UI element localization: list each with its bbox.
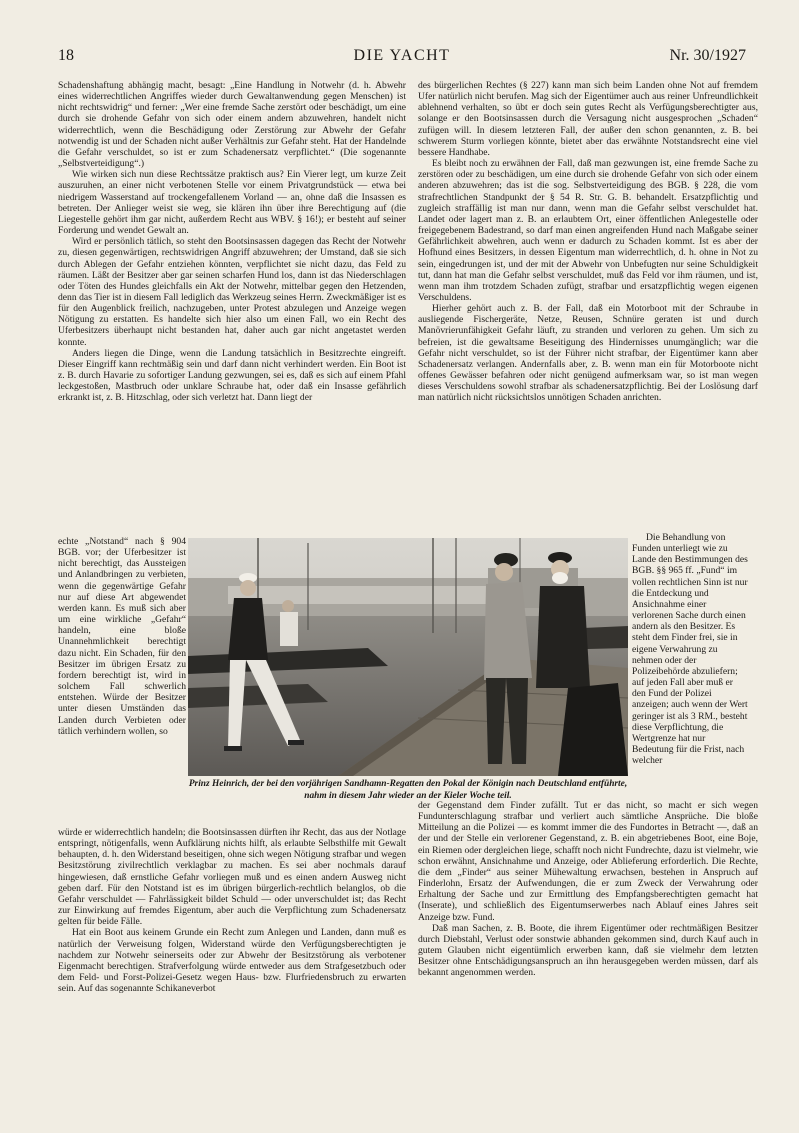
- paragraph: Schadenshaftung abhängig macht, besagt: „Eine Handlung in Notwehr (d. h. Abwehr eines widerrechtlichen Angriffes wieder durch Gewaltanwendung gegen Menschen) ist nicht rechtswidrig“ und ferner: „Wer eine fremde Sache zerstört oder beschädigt, um eine durch sie drohende Gefahr von sich oder einem andern abzuwehren, handelt nicht widerrechtlich, wenn die Beschädigung oder Zerstörung zur Abwehr der Gefahr notwendig ist und der Schaden nicht außer Verhältnis zur Gefahr steht. Hat der Handelnde die Gefahr verschuldet, so ist er zum Schadenersatz verpflichtet.“ (Die sogenannte „Selbstverteidigung“.): [58, 80, 406, 170]
- paragraph: der Gegenstand dem Finder zufällt. Tut er das nicht, so macht er sich wegen Fundunterschlagung strafbar und verliert auch sämtliche Ansprüche. Die bloße Mitteilung an die Polizei — es kommt immer die des Fundortes in Betracht —, daß an der und der Stelle ein verlorener Gegenstand, z. B. ein abgetriebenes Boot, eine Boje, ein Riemen oder dergleichen liege, schafft noch nicht Fundrechte, dazu ist vielmehr, wie schon erwähnt, Ansichnahme und Anzeige, oder Ablieferung erforderlich. Die Rechte, die dem „Finder“ aus seiner Mühewaltung erwachsen, bestehen in Anspruch auf Finderlohn, Ersatz der Aufwendungen, die er zum Zweck der Verwahrung oder Erhaltung der Sache und zur Ermittlung des Empfangsberechtigten gemacht hat (Inserate), und schließlich des Eigentumserwerbes nach Ablauf eines Jahres seit Anzeige bzw. Fund.: [418, 800, 758, 923]
- photo-caption: Prinz Heinrich, der bei den vorjährigen Sandhamn-Regatten den Pokal der Königin nach Deutschland entführte, nahm in diesem Jahr wieder an der Kieler Woche teil.: [188, 779, 628, 801]
- paragraph: Wie wirken sich nun diese Rechtssätze praktisch aus? Ein Vierer legt, um kurze Zeit auszuruhen, an einer nicht verbotenen Stelle vor einem Privatgrundstück — etwa bei niedrigem Wasserstand auf trockengefallenem Vorland — an, ohne daß die Insassen es betreten. Der Anlieger weist sie weg, sie klären ihn über ihre Berechtigung auf (die Liegestelle gehört ihm gar nicht, außerdem Recht aus WBV. § 16!); er besteht auf seiner Forderung und wendet Gewalt an.: [58, 169, 406, 237]
- page-number: 18: [58, 47, 74, 64]
- paragraph: würde er widerrechtlich handeln; die Bootsinsassen dürften ihr Recht, das aus der Notlage entspringt, nötigenfalls, wenn Aufklärung nichts hilft, als erlaubte Selbsthilfe mit Gewalt behaupten, d. h. den Widerstand beseitigen, ohne sich wegen Nötigung strafbar und wegen Besitzstörung zivilrechtlich verklagbar zu machen. Es sei aber nochmals darauf hingewiesen, daß ernstliche Gefahr vorliegen muß und es einen andern Ausweg nicht geben darf. Für den Notstand ist es im übrigen bürgerlich-rechtlich belanglos, ob die Gefahr verschuldet — Fahrlässigkeit bildet Schuld — oder unverschuldet ist; das Recht zur Einwirkung auf fremdes Eigentum, aber auch die Verpflichtung zum Schadenersatz gelten für beide Fälle.: [58, 827, 406, 928]
- paragraph: Die Behandlung von Funden unterliegt wie zu Lande den Bestimmungen des BGB. §§ 965 ff. „Fund“ im vollen rechtlichen Sinn ist nur die Entdeckung und Ansichnahme einer verlorenen Sache durch einen andern als den Besitzer. Es steht dem Finder frei, sie in eigene Verwahrung zu nehmen oder der Polizeibehörde abzuliefern; auf jeden Fall aber muß er den Fund der Polizei anzeigen; auch wenn der Wert geringer ist als 3 RM., besteht diese Verpflichtung, die Wertgrenze hat nur Bedeutung für die Frist, nach welcher: [632, 532, 748, 767]
- paragraph: Hat ein Boot aus keinem Grunde ein Recht zum Anlegen und Landen, dann muß es natürlich der Verweisung folgen, Widerstand würde den Verfügungsberechtigten je nachdem zur Notwehr seinerseits oder zur Abwehr der Besitzstörung als verbotener Eigenmacht berechtigen. Strafverfolgung würde entweder aus dem Strafgesetzbuch oder dem Feld- und Forst-Polizei-Gesetz wegen Haus- bzw. Flurfriedensbruch zu erwarten sein. Auf das sogenannte Schikaneverbot: [58, 927, 406, 995]
- paragraph: echte „Notstand“ nach § 904 BGB. vor; der Uferbesitzer ist nicht berechtigt, das Aussteigen und Anlandbringen zu verbieten, wenn die gegenwärtige Gefahr nur auf diese Art abgewendet werden kann. Es muß sich aber um eine wirkliche „Gefahr“ handeln, eine bloße Unannehmlichkeit berechtigt dazu nicht. Ein Schaden, für den Besitzer im übrigen Ersatz zu fordern berechtigt ist, wird in solchem Fall schwerlich entstehen. Würde der Besitzer unter diesen Umständen das Landen durch Verbieten oder tätlich verhindern wollen, so: [58, 536, 186, 737]
- paragraph: Daß man Sachen, z. B. Boote, die ihrem Eigentümer oder rechtmäßigen Besitzer durch Diebstahl, Verlust oder sonstwie abhanden gekommen sind, durch Kauf auch in gutem Glauben nicht eigentümlich erwerben kann, daß sie vielmehr dem letzten Besitzer ohne Entschädigungsanspruch an ihn herausgegeben werden müssen, darf als bekannt angenommen werden.: [418, 922, 758, 979]
- paragraph: Wird er persönlich tätlich, so steht den Bootsinsassen dagegen das Recht der Notwehr zu, diesen gegenwärtigen, rechtswidrigen Angriff abzuwehren; der Umstand, daß sie sich durch Ablegen der Gefahr entziehen könnten, verpflichtet sie nicht dazu, das Feld zu räumen. Läßt der Besitzer aber gar seinen scharfen Hund los, dann ist das Niederschlagen oder Töten des Hundes gleichfalls ein Akt der Notwehr, mittelbar gegen den Hetzenden, denn das Tier ist in diesem Fall lediglich das Werkzeug seines Herrn. Zweckmäßiger ist es für den Augenblick freilich, nachzugeben, unter Protest abzulegen und Anzeige wegen Nötigung zu erstatten. Es handelte sich hier also um einen Fall, wo ein Recht des Uferbesitzers überhaupt nicht bestanden hat, daher auch gar nicht angetastet werden konnte.: [58, 236, 406, 348]
- issue-number: Nr. 30/1927: [669, 47, 746, 64]
- paragraph: des bürgerlichen Rechtes (§ 227) kann man sich beim Landen ohne Not auf fremdem Ufer natürlich nicht berufen. Mag sich der Eigentümer auch aus reiner Unfreundlichkeit ablehnend verhalten, so übt er doch sein gutes Recht als Verfügungsberechtigter aus, solange er den Bootsinsassen durch die Versagung nicht ausgesprochen „Schaden“ zufügen will. In diesem letzteren Fall, der außer den schon genannten, z. B. bei schwerem Sturm vorliegen könnte, bietet aber das erwähnte Notstandsrecht eine viel bessere Handhabe.: [418, 80, 758, 158]
- article-column-right-narrow: [632, 532, 748, 824]
- article-column-bottom-left: [58, 827, 406, 1087]
- paragraph: Anders liegen die Dinge, wenn die Landung tatsächlich in Besitzrechte eingreift. Dieser Eingriff kann rechtmäßig sein und darf dann nicht verhindert werden. Ein Boot ist z. B. durch Havarie zu sofortiger Landung gezwungen, sei es, daß es sich auf einem Pfahl leckgestoßen, Mastbruch oder unklare Schraube hat, oder daß ein Insasse gefährlich erkrankt ist, z. B. Hitzschlag, oder sich verletzt hat. Dann liegt der: [58, 347, 406, 404]
- harbor-photo-illustration: [188, 538, 628, 776]
- paragraph: Hierher gehört auch z. B. der Fall, daß ein Motorboot mit der Schraube in ausliegende Fischergeräte, Netze, Reusen, Schnüre geraten ist und durch Manövrierunfähigkeit Gefahr läuft, zu stranden und verloren zu gehen. Um sich zu befreien, ist die gewaltsame Beseitigung des Hindernisses unumgänglich; war die Gefahr nicht verschuldet, so ist der Führer nicht strafbar, der Eigentümer kann aber Schadenersatz verlangen. Andernfalls aber, z. B. wenn man ein für Motorboote nicht offenes Gewässer befahren oder nicht genügend aufmerksam war, so ist man wegen dieses Verschuldens sowohl strafbar als schadenersatzpflichtig. Bei der Loslösung darf man natürlich nicht rücksichtslos unnötigen Schaden anrichten.: [418, 303, 758, 404]
- magazine-title: DIE YACHT: [353, 47, 451, 64]
- article-column-left-narrow: [58, 536, 186, 828]
- article-column-left-top: [58, 80, 406, 536]
- page-header: [58, 47, 746, 69]
- article-column-bottom-right: [418, 800, 758, 1090]
- article-column-right-top: [418, 80, 758, 532]
- photo-prince-heinrich: [188, 538, 628, 776]
- paragraph: Es bleibt noch zu erwähnen der Fall, daß man gezwungen ist, eine fremde Sache zu zerstören oder zu beschädigen, um eine durch sie drohende Gefahr von sich oder einem anderen abzuwehren; das ist die sog. Selbstverteidigung des BGB. § 228, die vom strafrechtlichen Standpunkt der § 54 R. Str. G. B. behandelt. Ersatzpflichtig und zugleich straffällig ist man nur dann, wenn man die Gefahr selbst verschuldet hat. Landet oder lagert man z. B. an erlaubtem Ort, einer öffentlichen Anlegestelle oder freigegebenem Badestrand, so darf man einen angreifenden Hund nach Maßgabe seiner Gefährlichkeit abwehren, auch wenn er dadurch zu Schaden kommt. Ist es aber der Hofhund eines Besitzers, in dessen Eigentum man widerrechtlich, d. h. ohne in Not zu sein, eingedrungen ist, und der mit der Abwehr von Unbefugten nur seine Schuldigkeit tut, dann hat man die Gefahr selbst verschuldet, muß das Feld vor ihm räumen, und ist, wenn man ihm trotzdem Schaden zufügt, strafbar und ersatzpflichtig wegen eigenen Verschuldens.: [418, 158, 758, 303]
